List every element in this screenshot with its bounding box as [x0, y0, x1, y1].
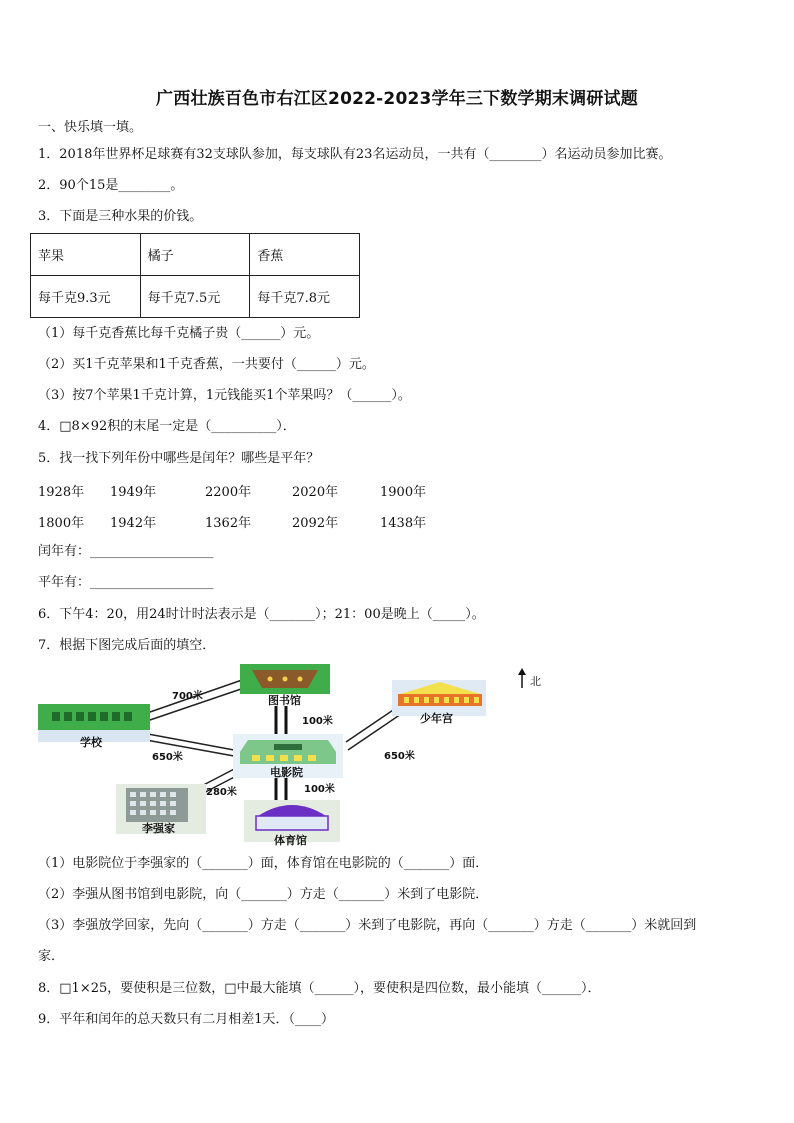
question-7-3: （3）李强放学回家，先向（_______）方走（_______）米到了电影院，再向（_______）方走（_______）米就回到	[38, 918, 697, 933]
table-header-cell: 苹果	[31, 234, 141, 276]
table-header-cell: 橘子	[140, 234, 250, 276]
youth-palace-building	[398, 694, 482, 706]
distance-cinema-home: 280米	[206, 787, 237, 798]
gym-label: 体育馆	[274, 834, 307, 847]
question-5: 5．找一找下列年份中哪些是闰年？哪些是平年？	[38, 451, 320, 466]
fruit-price-table	[30, 233, 360, 318]
question-3-1: （1）每千克香蕉比每千克橘子贵（______）元。	[38, 326, 320, 341]
map-drawing	[30, 660, 550, 845]
distance-library-cinema: 100米	[302, 716, 333, 727]
year-item: 1900年	[380, 485, 427, 500]
youth-palace-label: 少年宫	[420, 712, 453, 725]
distance-cinema-gym: 100米	[304, 784, 335, 795]
year-item: 2200年	[205, 485, 252, 500]
question-9: 9．平年和闰年的总天数只有二月相差1天．（____）	[38, 1012, 335, 1027]
table-cell: 每千克9.3元	[31, 276, 141, 318]
page-title: 广西壮族百色市右江区2022-2023学年三下数学期末调研试题	[156, 89, 638, 109]
question-7-3-continued: 家．	[38, 949, 65, 964]
question-3: 3．下面是三种水果的价钱。	[38, 209, 203, 224]
distance-school-cinema: 650米	[152, 752, 183, 763]
question-7-1: （1）电影院位于李强家的（_______）面，体育馆在电影院的（_______）面．	[38, 856, 489, 871]
year-item: 1362年	[205, 516, 252, 531]
question-7-2: （2）李强从图书馆到电影院，向（_______）方走（_______）米到了电影院．	[38, 887, 489, 902]
table-cell: 每千克7.8元	[250, 276, 360, 318]
year-item: 1438年	[380, 516, 427, 531]
location-map	[30, 660, 550, 845]
home-label: 李强家	[142, 822, 175, 835]
year-item: 1949年	[110, 485, 157, 500]
table-row	[31, 276, 360, 318]
question-3-2: （2）买1千克苹果和1千克香蕉，一共要付（______）元。	[38, 357, 375, 372]
table-row	[31, 234, 360, 276]
common-year-answer: 平年有：___________________	[38, 575, 214, 590]
question-2: 2．90个15是________。	[38, 178, 184, 193]
north-label: 北	[530, 675, 541, 688]
school-label: 学校	[80, 736, 102, 749]
question-1: 1．2018年世界杯足球赛有32支球队参加，每支球队有23名运动员，一共有（________）名运动员参加比赛。	[38, 147, 672, 162]
year-item: 1942年	[110, 516, 157, 531]
distance-cinema-palace: 650米	[384, 751, 415, 762]
year-item: 1800年	[38, 516, 85, 531]
question-6: 6．下午4：20，用24时计时法表示是（_______）；21：00是晚上（_____）。	[38, 607, 485, 622]
section-heading: 一、快乐填一填。	[38, 120, 143, 135]
year-item: 2020年	[292, 485, 339, 500]
year-item: 1928年	[38, 485, 85, 500]
library-label: 图书馆	[268, 694, 301, 707]
cinema-label: 电影院	[270, 766, 303, 779]
year-item: 2092年	[292, 516, 339, 531]
leap-year-answer: 闰年有：___________________	[38, 544, 214, 559]
table-cell: 每千克7.5元	[140, 276, 250, 318]
question-7: 7．根据下图完成后面的填空．	[38, 638, 216, 653]
question-4: 4．□8×92积的末尾一定是（__________）．	[38, 419, 296, 434]
question-3-3: （3）按7个苹果1千克计算，1元钱能买1个苹果吗？（______）。	[38, 388, 411, 403]
distance-school-library: 700米	[172, 691, 203, 702]
table-header-cell: 香蕉	[250, 234, 360, 276]
question-8: 8．□1×25，要使积是三位数，□中最大能填（______），要使积是四位数，最小能填（______）．	[38, 981, 601, 996]
